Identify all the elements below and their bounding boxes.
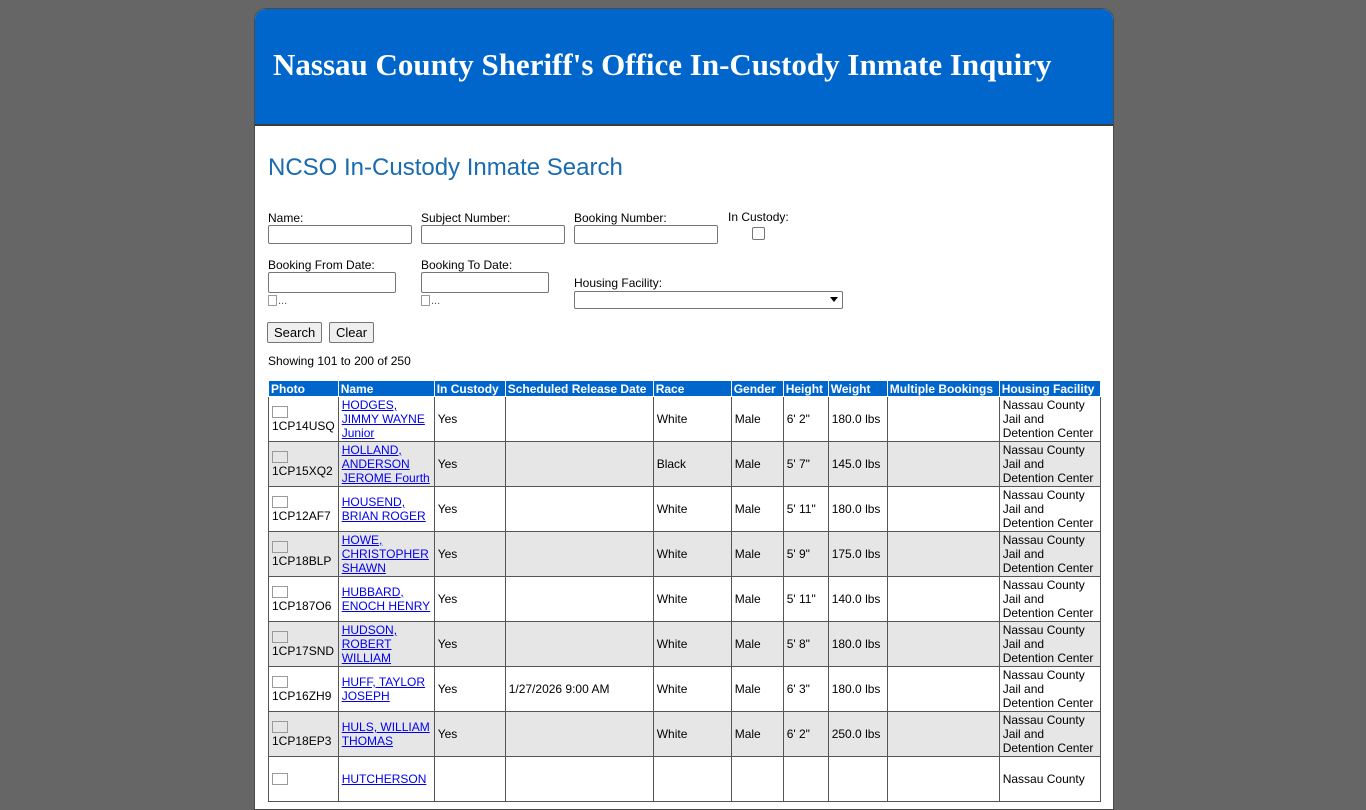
release-date-cell <box>505 577 653 622</box>
multiple-bookings-cell <box>887 487 999 532</box>
broken-image-icon <box>272 631 288 643</box>
in-custody-cell: Yes <box>434 667 505 712</box>
multiple-bookings-cell <box>887 622 999 667</box>
photo-alt-text: 1CP12AF7 <box>272 508 331 523</box>
subject-number-label: Subject Number: <box>421 211 511 225</box>
height-cell: 5' 8" <box>783 622 828 667</box>
booking-number-label: Booking Number: <box>574 211 667 225</box>
housing-facility-cell: Nassau County <box>999 757 1100 802</box>
release-date-cell <box>505 757 653 802</box>
search-button[interactable]: Search <box>267 322 322 343</box>
table-row <box>269 397 1101 442</box>
weight-cell: 180.0 lbs <box>828 487 887 532</box>
table-row <box>269 712 1101 757</box>
multiple-bookings-cell <box>887 757 999 802</box>
height-cell: 5' 9" <box>783 532 828 577</box>
results-count: Showing 101 to 200 of 250 <box>268 354 411 368</box>
photo-cell <box>269 757 339 802</box>
name-cell <box>338 397 434 442</box>
table-header-row <box>269 381 1101 397</box>
in-custody-cell: Yes <box>434 487 505 532</box>
multiple-bookings-cell <box>887 442 999 487</box>
photo-cell <box>269 577 339 622</box>
weight-cell: 180.0 lbs <box>828 667 887 712</box>
housing-facility-cell: Nassau County Jail and Detention Center <box>999 622 1100 667</box>
inmate-name-link[interactable]: HUTCHERSON <box>341 772 427 786</box>
name-cell <box>338 487 434 532</box>
weight-cell <box>828 757 887 802</box>
gender-cell: Male <box>731 397 783 442</box>
height-cell <box>783 757 828 802</box>
gender-cell: Male <box>731 532 783 577</box>
col-photo[interactable]: Photo <box>269 381 339 397</box>
col-race[interactable]: Race <box>653 381 731 397</box>
name-cell <box>338 712 434 757</box>
in-custody-cell: Yes <box>434 397 505 442</box>
gender-cell: Male <box>731 487 783 532</box>
weight-cell: 250.0 lbs <box>828 712 887 757</box>
name-cell <box>338 622 434 667</box>
inmate-name-link[interactable]: HUBBARD, ENOCH HENRY <box>341 585 431 613</box>
weight-cell: 180.0 lbs <box>828 622 887 667</box>
gender-cell: Male <box>731 667 783 712</box>
photo-alt-text: 1CP18BLP <box>272 553 332 568</box>
photo-alt-text: 1CP17SND <box>272 643 335 658</box>
site-title: Nassau County Sheriff's Office In-Custody Inmate Inquiry <box>273 47 1052 82</box>
inmate-name-link[interactable]: HOLLAND, ANDERSON JEROME Fourth <box>341 443 430 485</box>
photo-cell <box>269 532 339 577</box>
race-cell: Black <box>653 442 731 487</box>
table-row <box>269 442 1101 487</box>
weight-cell: 175.0 lbs <box>828 532 887 577</box>
in-custody-cell: Yes <box>434 577 505 622</box>
header-banner <box>255 9 1113 126</box>
housing-facility-cell: Nassau County Jail and Detention Center <box>999 712 1100 757</box>
table-row <box>269 622 1101 667</box>
inmate-name-link[interactable]: HOUSEND, BRIAN ROGER <box>341 495 426 523</box>
race-cell: White <box>653 712 731 757</box>
page-container <box>254 8 1114 810</box>
table-row <box>269 532 1101 577</box>
col-housing-facility[interactable]: Housing Facility <box>999 381 1100 397</box>
in-custody-checkbox[interactable] <box>752 227 765 240</box>
col-weight[interactable]: Weight <box>828 381 887 397</box>
photo-alt-text: 1CP14USQ <box>272 418 335 433</box>
housing-facility-cell: Nassau County Jail and Detention Center <box>999 667 1100 712</box>
photo-cell <box>269 442 339 487</box>
booking-to-date-input[interactable] <box>421 272 549 293</box>
race-cell: White <box>653 532 731 577</box>
col-multiple-bookings[interactable]: Multiple Bookings <box>887 381 999 397</box>
race-cell: White <box>653 487 731 532</box>
inmate-name-link[interactable]: HULS, WILLIAM THOMAS <box>341 720 430 748</box>
page-title: NCSO In-Custody Inmate Search <box>268 154 623 181</box>
inmate-name-link[interactable]: HUDSON, ROBERT WILLIAM <box>341 623 398 665</box>
in-custody-label: In Custody: <box>728 210 789 224</box>
subject-number-input[interactable] <box>421 225 565 244</box>
name-cell <box>338 577 434 622</box>
release-date-cell: 1/27/2026 9:00 AM <box>505 667 653 712</box>
gender-cell: Male <box>731 712 783 757</box>
photo-alt-text: 1CP15XQ2 <box>272 463 333 478</box>
multiple-bookings-cell <box>887 667 999 712</box>
broken-image-icon <box>272 773 288 785</box>
multiple-bookings-cell <box>887 577 999 622</box>
gender-cell <box>731 757 783 802</box>
to-date-calendar-icon[interactable]: ... <box>421 295 440 307</box>
race-cell: White <box>653 667 731 712</box>
release-date-cell <box>505 622 653 667</box>
multiple-bookings-cell <box>887 397 999 442</box>
table-row <box>269 487 1101 532</box>
photo-cell <box>269 487 339 532</box>
in-custody-cell: Yes <box>434 442 505 487</box>
race-cell: White <box>653 397 731 442</box>
housing-facility-cell: Nassau County Jail and Detention Center <box>999 442 1100 487</box>
name-cell <box>338 757 434 802</box>
results-table <box>268 380 1101 802</box>
name-cell <box>338 532 434 577</box>
clear-button[interactable]: Clear <box>329 322 374 343</box>
in-custody-cell: Yes <box>434 622 505 667</box>
booking-to-date-label: Booking To Date: <box>421 258 513 272</box>
gender-cell: Male <box>731 622 783 667</box>
race-cell <box>653 757 731 802</box>
col-height[interactable]: Height <box>783 381 828 397</box>
table-row <box>269 667 1101 712</box>
from-date-calendar-icon[interactable]: ... <box>268 295 287 307</box>
in-custody-cell: Yes <box>434 532 505 577</box>
release-date-cell <box>505 442 653 487</box>
broken-image-icon <box>272 721 288 733</box>
photo-alt-text: 1CP187O6 <box>272 598 332 613</box>
col-name[interactable]: Name <box>338 381 434 397</box>
photo-cell <box>269 667 339 712</box>
broken-image-icon <box>272 541 288 553</box>
in-custody-cell: Yes <box>434 712 505 757</box>
housing-facility-label: Housing Facility: <box>574 276 663 290</box>
weight-cell: 145.0 lbs <box>828 442 887 487</box>
housing-facility-cell: Nassau County Jail and Detention Center <box>999 487 1100 532</box>
height-cell: 6' 2" <box>783 397 828 442</box>
multiple-bookings-cell <box>887 532 999 577</box>
race-cell: White <box>653 622 731 667</box>
in-custody-cell <box>434 757 505 802</box>
inmate-name-link[interactable]: HODGES, JIMMY WAYNE Junior <box>341 398 425 440</box>
photo-alt-text: 1CP18EP3 <box>272 733 332 748</box>
housing-facility-cell: Nassau County Jail and Detention Center <box>999 532 1100 577</box>
col-release-date[interactable]: Scheduled Release Date <box>505 381 653 397</box>
weight-cell: 180.0 lbs <box>828 397 887 442</box>
housing-facility-cell: Nassau County Jail and Detention Center <box>999 397 1100 442</box>
name-cell <box>338 442 434 487</box>
height-cell: 6' 2" <box>783 712 828 757</box>
release-date-cell <box>505 532 653 577</box>
gender-cell: Male <box>731 577 783 622</box>
photo-cell <box>269 397 339 442</box>
broken-image-icon <box>272 451 288 463</box>
broken-image-icon <box>272 586 288 598</box>
name-label: Name: <box>268 211 304 225</box>
weight-cell: 140.0 lbs <box>828 577 887 622</box>
height-cell: 5' 7" <box>783 442 828 487</box>
release-date-cell <box>505 712 653 757</box>
photo-cell <box>269 712 339 757</box>
results-body <box>269 397 1101 802</box>
height-cell: 5' 11" <box>783 577 828 622</box>
race-cell: White <box>653 577 731 622</box>
col-gender[interactable]: Gender <box>731 381 783 397</box>
table-row <box>269 577 1101 622</box>
broken-image-icon <box>272 406 288 418</box>
multiple-bookings-cell <box>887 712 999 757</box>
booking-number-input[interactable] <box>574 225 718 244</box>
release-date-cell <box>505 487 653 532</box>
name-input[interactable] <box>268 225 412 244</box>
height-cell: 5' 11" <box>783 487 828 532</box>
broken-image-icon <box>272 676 288 688</box>
photo-cell <box>269 622 339 667</box>
table-row <box>269 757 1101 802</box>
chevron-down-icon <box>830 297 838 302</box>
gender-cell: Male <box>731 442 783 487</box>
inmate-name-link[interactable]: HOWE, CHRISTOPHER SHAWN <box>341 533 429 575</box>
housing-facility-select[interactable] <box>574 291 843 309</box>
col-in-custody[interactable]: In Custody <box>434 381 505 397</box>
release-date-cell <box>505 397 653 442</box>
housing-facility-cell: Nassau County Jail and Detention Center <box>999 577 1100 622</box>
booking-from-date-label: Booking From Date: <box>268 258 375 272</box>
height-cell: 6' 3" <box>783 667 828 712</box>
booking-from-date-input[interactable] <box>268 272 396 293</box>
photo-alt-text: 1CP16ZH9 <box>272 688 332 703</box>
name-cell <box>338 667 434 712</box>
broken-image-icon <box>272 496 288 508</box>
inmate-name-link[interactable]: HUFF, TAYLOR JOSEPH <box>341 675 426 703</box>
